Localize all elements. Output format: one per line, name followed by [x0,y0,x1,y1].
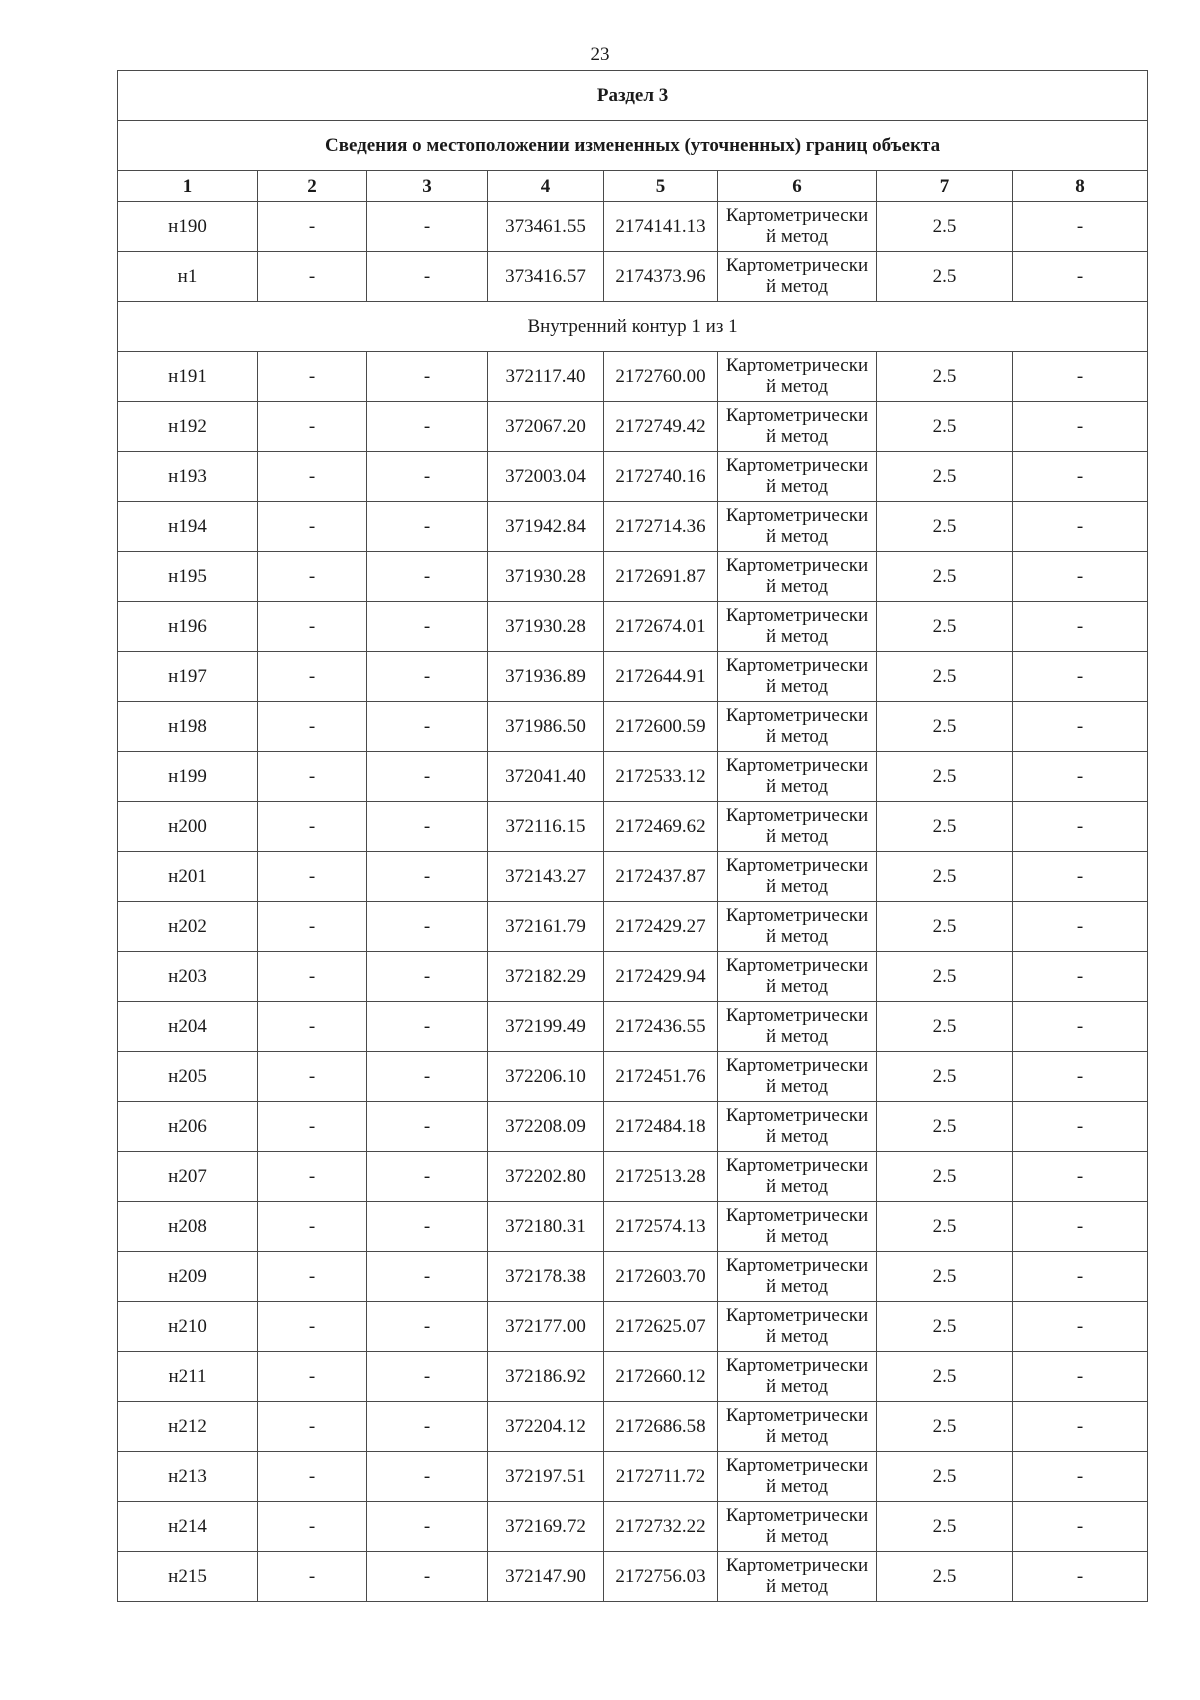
method-cell: Картометрически й метод [718,1002,877,1052]
column-header: 1 [118,171,258,202]
col2-cell: - [258,802,367,852]
col3-cell: - [367,1202,488,1252]
column-header: 7 [877,171,1013,202]
col2-cell: - [258,952,367,1002]
y-coordinate-cell: 2172691.87 [604,552,718,602]
point-number-cell: н196 [118,602,258,652]
col3-cell: - [367,1302,488,1352]
x-coordinate-cell: 372147.90 [488,1552,604,1602]
method-cell: Картометрически й метод [718,1302,877,1352]
x-coordinate-cell: 371942.84 [488,502,604,552]
accuracy-cell: 2.5 [877,1552,1013,1602]
col8-cell: - [1013,1302,1148,1352]
column-header: 5 [604,171,718,202]
contour-row [118,302,1148,352]
col3-cell: - [367,352,488,402]
y-coordinate-cell: 2172429.94 [604,952,718,1002]
table-row [118,802,1148,852]
table-row [118,1352,1148,1402]
x-coordinate-cell: 372003.04 [488,452,604,502]
col3-cell: - [367,1352,488,1402]
col3-cell: - [367,502,488,552]
accuracy-cell: 2.5 [877,852,1013,902]
col3-cell: - [367,1052,488,1102]
section-title: Раздел 3 [118,71,1148,121]
y-coordinate-cell: 2172686.58 [604,1402,718,1452]
column-header: 4 [488,171,604,202]
col2-cell: - [258,602,367,652]
method-cell: Картометрически й метод [718,752,877,802]
point-number-cell: н208 [118,1202,258,1252]
col2-cell: - [258,452,367,502]
method-cell: Картометрически й метод [718,1202,877,1252]
point-number-cell: н213 [118,1452,258,1502]
col8-cell: - [1013,702,1148,752]
col3-cell: - [367,702,488,752]
x-coordinate-cell: 372143.27 [488,852,604,902]
method-cell: Картометрически й метод [718,602,877,652]
accuracy-cell: 2.5 [877,452,1013,502]
point-number-cell: н201 [118,852,258,902]
col3-cell: - [367,1002,488,1052]
col2-cell: - [258,902,367,952]
table-title-row [118,121,1148,171]
table-row [118,852,1148,902]
table-row [118,252,1148,302]
method-cell: Картометрически й метод [718,1152,877,1202]
y-coordinate-cell: 2172732.22 [604,1502,718,1552]
accuracy-cell: 2.5 [877,952,1013,1002]
x-coordinate-cell: 372186.92 [488,1352,604,1402]
x-coordinate-cell: 372177.00 [488,1302,604,1352]
method-cell: Картометрически й метод [718,952,877,1002]
point-number-cell: н190 [118,202,258,252]
table-row [118,402,1148,452]
col8-cell: - [1013,502,1148,552]
col8-cell: - [1013,552,1148,602]
table-row [118,1302,1148,1352]
x-coordinate-cell: 372208.09 [488,1102,604,1152]
x-coordinate-cell: 372067.20 [488,402,604,452]
table-row [118,1152,1148,1202]
x-coordinate-cell: 372204.12 [488,1402,604,1452]
col8-cell: - [1013,452,1148,502]
boundary-coordinates-table [117,70,1148,1602]
x-coordinate-cell: 372041.40 [488,752,604,802]
col2-cell: - [258,1252,367,1302]
col2-cell: - [258,402,367,452]
table-row [118,902,1148,952]
y-coordinate-cell: 2172437.87 [604,852,718,902]
y-coordinate-cell: 2172603.70 [604,1252,718,1302]
x-coordinate-cell: 372169.72 [488,1502,604,1552]
point-number-cell: н192 [118,402,258,452]
point-number-cell: н200 [118,802,258,852]
col8-cell: - [1013,752,1148,802]
point-number-cell: н199 [118,752,258,802]
col8-cell: - [1013,252,1148,302]
point-number-cell: н205 [118,1052,258,1102]
table-row [118,602,1148,652]
method-cell: Картометрически й метод [718,1402,877,1452]
col3-cell: - [367,1452,488,1502]
y-coordinate-cell: 2172625.07 [604,1302,718,1352]
col2-cell: - [258,1352,367,1402]
x-coordinate-cell: 372199.49 [488,1002,604,1052]
accuracy-cell: 2.5 [877,902,1013,952]
y-coordinate-cell: 2172711.72 [604,1452,718,1502]
method-cell: Картометрически й метод [718,402,877,452]
col2-cell: - [258,752,367,802]
col2-cell: - [258,1302,367,1352]
col8-cell: - [1013,1402,1148,1452]
table-row [118,702,1148,752]
page-number: 23 [590,44,610,65]
col3-cell: - [367,1152,488,1202]
col3-cell: - [367,602,488,652]
table-row [118,502,1148,552]
col8-cell: - [1013,1202,1148,1252]
y-coordinate-cell: 2172674.01 [604,602,718,652]
accuracy-cell: 2.5 [877,1502,1013,1552]
x-coordinate-cell: 372117.40 [488,352,604,402]
col8-cell: - [1013,352,1148,402]
table-row [118,652,1148,702]
table-row [118,1102,1148,1152]
col8-cell: - [1013,852,1148,902]
col3-cell: - [367,452,488,502]
accuracy-cell: 2.5 [877,1452,1013,1502]
point-number-cell: н209 [118,1252,258,1302]
col3-cell: - [367,752,488,802]
x-coordinate-cell: 371930.28 [488,602,604,652]
method-cell: Картометрически й метод [718,1052,877,1102]
contour-label: Внутренний контур 1 из 1 [118,302,1148,352]
x-coordinate-cell: 371936.89 [488,652,604,702]
col8-cell: - [1013,1352,1148,1402]
y-coordinate-cell: 2172533.12 [604,752,718,802]
y-coordinate-cell: 2172714.36 [604,502,718,552]
point-number-cell: н204 [118,1002,258,1052]
col3-cell: - [367,552,488,602]
col8-cell: - [1013,1452,1148,1502]
table-row [118,1002,1148,1052]
method-cell: Картометрически й метод [718,652,877,702]
method-cell: Картометрически й метод [718,702,877,752]
x-coordinate-cell: 373461.55 [488,202,604,252]
y-coordinate-cell: 2172469.62 [604,802,718,852]
x-coordinate-cell: 372206.10 [488,1052,604,1102]
column-header: 6 [718,171,877,202]
x-coordinate-cell: 372202.80 [488,1152,604,1202]
col2-cell: - [258,702,367,752]
method-cell: Картометрически й метод [718,552,877,602]
y-coordinate-cell: 2174141.13 [604,202,718,252]
y-coordinate-cell: 2172740.16 [604,452,718,502]
col3-cell: - [367,1402,488,1452]
table-row [118,1502,1148,1552]
x-coordinate-cell: 372178.38 [488,1252,604,1302]
col3-cell: - [367,1252,488,1302]
accuracy-cell: 2.5 [877,1002,1013,1052]
point-number-cell: н206 [118,1102,258,1152]
col2-cell: - [258,502,367,552]
col8-cell: - [1013,1502,1148,1552]
accuracy-cell: 2.5 [877,252,1013,302]
point-number-cell: н207 [118,1152,258,1202]
point-number-cell: н203 [118,952,258,1002]
method-cell: Картометрически й метод [718,902,877,952]
col8-cell: - [1013,1552,1148,1602]
accuracy-cell: 2.5 [877,1202,1013,1252]
col2-cell: - [258,1552,367,1602]
table-row [118,202,1148,252]
accuracy-cell: 2.5 [877,1102,1013,1152]
accuracy-cell: 2.5 [877,1252,1013,1302]
col3-cell: - [367,1552,488,1602]
point-number-cell: н215 [118,1552,258,1602]
col8-cell: - [1013,402,1148,452]
y-coordinate-cell: 2172429.27 [604,902,718,952]
accuracy-cell: 2.5 [877,202,1013,252]
accuracy-cell: 2.5 [877,552,1013,602]
y-coordinate-cell: 2172436.55 [604,1002,718,1052]
col3-cell: - [367,1502,488,1552]
table-row [118,1202,1148,1252]
col8-cell: - [1013,602,1148,652]
y-coordinate-cell: 2172451.76 [604,1052,718,1102]
col2-cell: - [258,1002,367,1052]
method-cell: Картометрически й метод [718,502,877,552]
column-header: 3 [367,171,488,202]
col2-cell: - [258,652,367,702]
col3-cell: - [367,252,488,302]
y-coordinate-cell: 2174373.96 [604,252,718,302]
col8-cell: - [1013,202,1148,252]
point-number-cell: н195 [118,552,258,602]
col8-cell: - [1013,902,1148,952]
column-header: 2 [258,171,367,202]
col3-cell: - [367,952,488,1002]
y-coordinate-cell: 2172600.59 [604,702,718,752]
accuracy-cell: 2.5 [877,1402,1013,1452]
table-row [118,452,1148,502]
col2-cell: - [258,202,367,252]
accuracy-cell: 2.5 [877,402,1013,452]
col3-cell: - [367,1102,488,1152]
point-number-cell: н211 [118,1352,258,1402]
col2-cell: - [258,352,367,402]
table-row [118,352,1148,402]
point-number-cell: н198 [118,702,258,752]
y-coordinate-cell: 2172760.00 [604,352,718,402]
col8-cell: - [1013,1102,1148,1152]
method-cell: Картометрически й метод [718,252,877,302]
table-row [118,1452,1148,1502]
point-number-cell: н212 [118,1402,258,1452]
point-number-cell: н214 [118,1502,258,1552]
col3-cell: - [367,652,488,702]
y-coordinate-cell: 2172644.91 [604,652,718,702]
table-row [118,1402,1148,1452]
point-number-cell: н202 [118,902,258,952]
method-cell: Картометрически й метод [718,1452,877,1502]
table-row [118,1552,1148,1602]
section-title-row [118,71,1148,121]
method-cell: Картометрически й метод [718,202,877,252]
table-row [118,752,1148,802]
col2-cell: - [258,1502,367,1552]
col2-cell: - [258,1102,367,1152]
table-row [118,1052,1148,1102]
col3-cell: - [367,902,488,952]
col8-cell: - [1013,1052,1148,1102]
table-row [118,1252,1148,1302]
y-coordinate-cell: 2172756.03 [604,1552,718,1602]
x-coordinate-cell: 372182.29 [488,952,604,1002]
column-header: 8 [1013,171,1148,202]
method-cell: Картометрически й метод [718,1252,877,1302]
y-coordinate-cell: 2172484.18 [604,1102,718,1152]
table-title: Сведения о местоположении измененных (уточненных) границ объекта [118,121,1148,171]
col2-cell: - [258,252,367,302]
col2-cell: - [258,1052,367,1102]
y-coordinate-cell: 2172660.12 [604,1352,718,1402]
point-number-cell: н197 [118,652,258,702]
x-coordinate-cell: 372180.31 [488,1202,604,1252]
accuracy-cell: 2.5 [877,602,1013,652]
x-coordinate-cell: 371930.28 [488,552,604,602]
y-coordinate-cell: 2172574.13 [604,1202,718,1252]
method-cell: Картометрически й метод [718,1502,877,1552]
col2-cell: - [258,1152,367,1202]
col2-cell: - [258,1202,367,1252]
table-row [118,952,1148,1002]
accuracy-cell: 2.5 [877,1302,1013,1352]
x-coordinate-cell: 372116.15 [488,802,604,852]
col8-cell: - [1013,952,1148,1002]
method-cell: Картометрически й метод [718,802,877,852]
col2-cell: - [258,1452,367,1502]
method-cell: Картометрически й метод [718,1352,877,1402]
col3-cell: - [367,202,488,252]
accuracy-cell: 2.5 [877,702,1013,752]
accuracy-cell: 2.5 [877,752,1013,802]
accuracy-cell: 2.5 [877,802,1013,852]
accuracy-cell: 2.5 [877,352,1013,402]
column-header-row [118,171,1148,202]
method-cell: Картометрически й метод [718,352,877,402]
point-number-cell: н210 [118,1302,258,1352]
point-number-cell: н193 [118,452,258,502]
point-number-cell: н191 [118,352,258,402]
accuracy-cell: 2.5 [877,502,1013,552]
x-coordinate-cell: 373416.57 [488,252,604,302]
method-cell: Картометрически й метод [718,1552,877,1602]
col2-cell: - [258,552,367,602]
accuracy-cell: 2.5 [877,1052,1013,1102]
x-coordinate-cell: 372197.51 [488,1452,604,1502]
method-cell: Картометрически й метод [718,452,877,502]
y-coordinate-cell: 2172513.28 [604,1152,718,1202]
accuracy-cell: 2.5 [877,1352,1013,1402]
table-row [118,552,1148,602]
col2-cell: - [258,852,367,902]
col8-cell: - [1013,652,1148,702]
method-cell: Картометрически й метод [718,852,877,902]
point-number-cell: н1 [118,252,258,302]
col8-cell: - [1013,1152,1148,1202]
x-coordinate-cell: 372161.79 [488,902,604,952]
col2-cell: - [258,1402,367,1452]
x-coordinate-cell: 371986.50 [488,702,604,752]
col3-cell: - [367,402,488,452]
accuracy-cell: 2.5 [877,652,1013,702]
accuracy-cell: 2.5 [877,1152,1013,1202]
point-number-cell: н194 [118,502,258,552]
col8-cell: - [1013,1002,1148,1052]
col8-cell: - [1013,802,1148,852]
method-cell: Картометрически й метод [718,1102,877,1152]
y-coordinate-cell: 2172749.42 [604,402,718,452]
col8-cell: - [1013,1252,1148,1302]
col3-cell: - [367,852,488,902]
col3-cell: - [367,802,488,852]
